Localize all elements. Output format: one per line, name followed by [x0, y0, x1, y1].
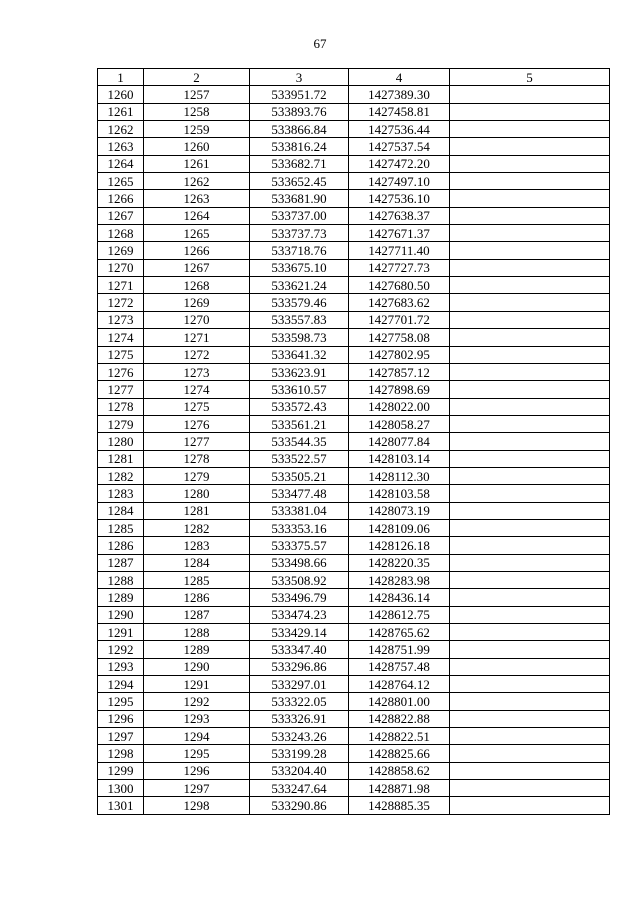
table-row [98, 433, 610, 450]
table-cell-col-5 [450, 728, 610, 745]
table-cell-col-5 [450, 450, 610, 467]
table-cell-col-4: 1428283.98 [349, 571, 450, 588]
table-cell-col-4: 1428103.58 [349, 485, 450, 502]
table-cell-col-4: 1427898.69 [349, 381, 450, 398]
table-cell-col-1: 1290 [98, 606, 144, 623]
table-cell-col-1: 1293 [98, 658, 144, 675]
table-cell-col-3: 533381.04 [250, 502, 349, 519]
table-cell-col-3: 533610.57 [250, 381, 349, 398]
table-cell-col-5 [450, 190, 610, 207]
column-header-5: 5 [450, 69, 610, 86]
table-cell-col-4: 1428801.00 [349, 693, 450, 710]
table-cell-col-5 [450, 173, 610, 190]
table-cell-col-5 [450, 259, 610, 276]
table-cell-col-2: 1291 [144, 676, 250, 693]
table-cell-col-4: 1427683.62 [349, 294, 450, 311]
column-header-2: 2 [144, 69, 250, 86]
table-cell-col-4: 1428822.51 [349, 728, 450, 745]
table-row [98, 294, 610, 311]
table-cell-col-2: 1271 [144, 329, 250, 346]
table-cell-col-2: 1257 [144, 86, 250, 103]
table-cell-col-4: 1428751.99 [349, 641, 450, 658]
table-cell-col-5 [450, 571, 610, 588]
table-row [98, 537, 610, 554]
table-cell-col-4: 1428109.06 [349, 519, 450, 536]
table-cell-col-1: 1286 [98, 537, 144, 554]
table-cell-col-3: 533572.43 [250, 398, 349, 415]
table-cell-col-3: 533498.66 [250, 554, 349, 571]
table-cell-col-2: 1293 [144, 710, 250, 727]
table-cell-col-3: 533290.86 [250, 797, 349, 814]
table-cell-col-1: 1278 [98, 398, 144, 415]
table-row [98, 676, 610, 693]
table-cell-col-1: 1301 [98, 797, 144, 814]
table-cell-col-5 [450, 155, 610, 172]
page-number: 67 [313, 36, 327, 51]
table-cell-col-1: 1273 [98, 311, 144, 328]
table-cell-col-3: 533508.92 [250, 571, 349, 588]
table-cell-col-5 [450, 762, 610, 779]
table-cell-col-5 [450, 363, 610, 380]
table-body [98, 86, 610, 814]
table-cell-col-1: 1283 [98, 485, 144, 502]
table-row [98, 138, 610, 155]
table-row [98, 693, 610, 710]
table-cell-col-2: 1274 [144, 381, 250, 398]
table-cell-col-4: 1427536.10 [349, 190, 450, 207]
table-cell-col-1: 1298 [98, 745, 144, 762]
table-cell-col-2: 1278 [144, 450, 250, 467]
table-cell-col-5 [450, 346, 610, 363]
table-row [98, 398, 610, 415]
table-cell-col-3: 533718.76 [250, 242, 349, 259]
table-row [98, 450, 610, 467]
table-cell-col-4: 1427458.81 [349, 103, 450, 120]
table-cell-col-3: 533652.45 [250, 173, 349, 190]
table-cell-col-5 [450, 311, 610, 328]
table-cell-col-3: 533297.01 [250, 676, 349, 693]
table-cell-col-1: 1264 [98, 155, 144, 172]
table-cell-col-4: 1428220.35 [349, 554, 450, 571]
table-cell-col-4: 1428103.14 [349, 450, 450, 467]
table-row [98, 589, 610, 606]
table-cell-col-4: 1428112.30 [349, 467, 450, 484]
table-row [98, 797, 610, 814]
table-row [98, 762, 610, 779]
table-cell-col-3: 533544.35 [250, 433, 349, 450]
table-row [98, 346, 610, 363]
table-cell-col-4: 1428764.12 [349, 676, 450, 693]
table-cell-col-4: 1428885.35 [349, 797, 450, 814]
table-row [98, 207, 610, 224]
table-cell-col-5 [450, 398, 610, 415]
table-cell-col-3: 533682.71 [250, 155, 349, 172]
table-cell-col-5 [450, 329, 610, 346]
table-cell-col-1: 1287 [98, 554, 144, 571]
table-row [98, 502, 610, 519]
table-cell-col-4: 1428022.00 [349, 398, 450, 415]
table-cell-col-3: 533579.46 [250, 294, 349, 311]
table-cell-col-4: 1427537.54 [349, 138, 450, 155]
table-cell-col-1: 1297 [98, 728, 144, 745]
table-cell-col-2: 1275 [144, 398, 250, 415]
table-cell-col-5 [450, 519, 610, 536]
table-cell-col-1: 1260 [98, 86, 144, 103]
table-row [98, 728, 610, 745]
table-row [98, 311, 610, 328]
table-row [98, 329, 610, 346]
table-cell-col-3: 533681.90 [250, 190, 349, 207]
table-cell-col-5 [450, 86, 610, 103]
table-row [98, 485, 610, 502]
table-row [98, 363, 610, 380]
table-cell-col-4: 1428825.66 [349, 745, 450, 762]
table-cell-col-2: 1262 [144, 173, 250, 190]
table-cell-col-5 [450, 693, 610, 710]
table-cell-col-3: 533816.24 [250, 138, 349, 155]
table-cell-col-2: 1264 [144, 207, 250, 224]
table-cell-col-1: 1299 [98, 762, 144, 779]
table-header-row [98, 69, 610, 86]
table-row [98, 710, 610, 727]
table-cell-col-2: 1292 [144, 693, 250, 710]
table-cell-col-2: 1290 [144, 658, 250, 675]
table-cell-col-5 [450, 710, 610, 727]
table-cell-col-1: 1277 [98, 381, 144, 398]
table-cell-col-1: 1288 [98, 571, 144, 588]
table-cell-col-1: 1291 [98, 624, 144, 641]
table-cell-col-2: 1273 [144, 363, 250, 380]
table-cell-col-1: 1261 [98, 103, 144, 120]
column-header-3: 3 [250, 69, 349, 86]
table-cell-col-5 [450, 797, 610, 814]
table-cell-col-1: 1279 [98, 415, 144, 432]
table-cell-col-4: 1427497.10 [349, 173, 450, 190]
table-cell-col-1: 1284 [98, 502, 144, 519]
table-cell-col-1: 1267 [98, 207, 144, 224]
table-cell-col-2: 1272 [144, 346, 250, 363]
table-cell-col-3: 533474.23 [250, 606, 349, 623]
table-cell-col-4: 1428871.98 [349, 780, 450, 797]
table-cell-col-2: 1261 [144, 155, 250, 172]
coordinates-table [97, 68, 610, 815]
table-cell-col-4: 1428077.84 [349, 433, 450, 450]
table-cell-col-5 [450, 485, 610, 502]
table-cell-col-2: 1268 [144, 277, 250, 294]
table-cell-col-3: 533322.05 [250, 693, 349, 710]
table-cell-col-4: 1427802.95 [349, 346, 450, 363]
table-cell-col-1: 1266 [98, 190, 144, 207]
table-cell-col-5 [450, 121, 610, 138]
table-cell-col-1: 1289 [98, 589, 144, 606]
table-cell-col-3: 533561.21 [250, 415, 349, 432]
table-cell-col-1: 1282 [98, 467, 144, 484]
table-cell-col-2: 1289 [144, 641, 250, 658]
table-cell-col-1: 1295 [98, 693, 144, 710]
table-row [98, 103, 610, 120]
table-cell-col-5 [450, 242, 610, 259]
table-cell-col-4: 1427389.30 [349, 86, 450, 103]
table-cell-col-2: 1259 [144, 121, 250, 138]
table-cell-col-3: 533199.28 [250, 745, 349, 762]
table-cell-col-2: 1267 [144, 259, 250, 276]
table-cell-col-1: 1294 [98, 676, 144, 693]
table-row [98, 242, 610, 259]
table-cell-col-5 [450, 138, 610, 155]
table-cell-col-1: 1275 [98, 346, 144, 363]
table-cell-col-4: 1427671.37 [349, 225, 450, 242]
table-row [98, 415, 610, 432]
table-cell-col-2: 1281 [144, 502, 250, 519]
table-cell-col-1: 1296 [98, 710, 144, 727]
table-cell-col-3: 533375.57 [250, 537, 349, 554]
table-cell-col-2: 1298 [144, 797, 250, 814]
table-cell-col-1: 1281 [98, 450, 144, 467]
table-cell-col-2: 1294 [144, 728, 250, 745]
table-cell-col-3: 533243.26 [250, 728, 349, 745]
table-cell-col-2: 1277 [144, 433, 250, 450]
table-cell-col-2: 1276 [144, 415, 250, 432]
table-cell-col-3: 533353.16 [250, 519, 349, 536]
table-cell-col-1: 1269 [98, 242, 144, 259]
table-cell-col-2: 1258 [144, 103, 250, 120]
table-row [98, 780, 610, 797]
table-cell-col-3: 533893.76 [250, 103, 349, 120]
table-cell-col-5 [450, 606, 610, 623]
table-cell-col-1: 1276 [98, 363, 144, 380]
table-cell-col-3: 533429.14 [250, 624, 349, 641]
table-cell-col-3: 533204.40 [250, 762, 349, 779]
table-cell-col-2: 1287 [144, 606, 250, 623]
table-row [98, 624, 610, 641]
table-cell-col-1: 1263 [98, 138, 144, 155]
table-cell-col-5 [450, 103, 610, 120]
table-cell-col-5 [450, 467, 610, 484]
table-cell-col-2: 1270 [144, 311, 250, 328]
table-cell-col-3: 533623.91 [250, 363, 349, 380]
table-cell-col-1: 1270 [98, 259, 144, 276]
table-row [98, 225, 610, 242]
table-cell-col-4: 1428765.62 [349, 624, 450, 641]
table-cell-col-3: 533247.64 [250, 780, 349, 797]
table-row [98, 467, 610, 484]
table-row [98, 121, 610, 138]
column-header-1: 1 [98, 69, 144, 86]
table-cell-col-5 [450, 554, 610, 571]
table-cell-col-3: 533641.32 [250, 346, 349, 363]
table-cell-col-4: 1427727.73 [349, 259, 450, 276]
table-cell-col-1: 1300 [98, 780, 144, 797]
table-cell-col-5 [450, 381, 610, 398]
table-cell-col-4: 1428436.14 [349, 589, 450, 606]
table-row [98, 641, 610, 658]
table-cell-col-2: 1284 [144, 554, 250, 571]
table-row [98, 554, 610, 571]
table-cell-col-5 [450, 433, 610, 450]
table-cell-col-4: 1428757.48 [349, 658, 450, 675]
table-cell-col-2: 1260 [144, 138, 250, 155]
table-cell-col-1: 1272 [98, 294, 144, 311]
table-cell-col-3: 533621.24 [250, 277, 349, 294]
table-cell-col-1: 1280 [98, 433, 144, 450]
table-cell-col-3: 533675.10 [250, 259, 349, 276]
table-row [98, 259, 610, 276]
table-cell-col-3: 533557.83 [250, 311, 349, 328]
table-cell-col-1: 1265 [98, 173, 144, 190]
table-cell-col-2: 1269 [144, 294, 250, 311]
table-cell-col-5 [450, 225, 610, 242]
table-row [98, 745, 610, 762]
table-cell-col-2: 1283 [144, 537, 250, 554]
table-row [98, 571, 610, 588]
table-cell-col-5 [450, 745, 610, 762]
table-row [98, 381, 610, 398]
table-cell-col-4: 1427711.40 [349, 242, 450, 259]
table-row [98, 519, 610, 536]
table-cell-col-4: 1428058.27 [349, 415, 450, 432]
table-cell-col-3: 533522.57 [250, 450, 349, 467]
table-cell-col-4: 1427638.37 [349, 207, 450, 224]
table-cell-col-5 [450, 658, 610, 675]
table-cell-col-3: 533496.79 [250, 589, 349, 606]
table-cell-col-2: 1295 [144, 745, 250, 762]
table-row [98, 86, 610, 103]
table-cell-col-3: 533866.84 [250, 121, 349, 138]
column-header-4: 4 [349, 69, 450, 86]
table-cell-col-3: 533326.91 [250, 710, 349, 727]
table-cell-col-3: 533737.73 [250, 225, 349, 242]
table-cell-col-4: 1427701.72 [349, 311, 450, 328]
table-row [98, 155, 610, 172]
table-cell-col-5 [450, 277, 610, 294]
table-cell-col-4: 1428612.75 [349, 606, 450, 623]
table-cell-col-5 [450, 676, 610, 693]
table-cell-col-4: 1427680.50 [349, 277, 450, 294]
table-cell-col-5 [450, 589, 610, 606]
table-row [98, 190, 610, 207]
table-cell-col-2: 1297 [144, 780, 250, 797]
table-cell-col-1: 1271 [98, 277, 144, 294]
table-cell-col-1: 1268 [98, 225, 144, 242]
table-cell-col-4: 1428822.88 [349, 710, 450, 727]
table-cell-col-5 [450, 294, 610, 311]
table-cell-col-3: 533296.86 [250, 658, 349, 675]
table-cell-col-2: 1280 [144, 485, 250, 502]
table-cell-col-4: 1428858.62 [349, 762, 450, 779]
table-cell-col-5 [450, 415, 610, 432]
table-cell-col-2: 1286 [144, 589, 250, 606]
table-cell-col-4: 1428126.18 [349, 537, 450, 554]
table-cell-col-5 [450, 207, 610, 224]
table-row [98, 277, 610, 294]
table-cell-col-5 [450, 624, 610, 641]
table-cell-col-2: 1265 [144, 225, 250, 242]
table-cell-col-4: 1427857.12 [349, 363, 450, 380]
table-cell-col-5 [450, 780, 610, 797]
table-cell-col-1: 1262 [98, 121, 144, 138]
table-cell-col-4: 1428073.19 [349, 502, 450, 519]
table-cell-col-3: 533951.72 [250, 86, 349, 103]
table-cell-col-3: 533347.40 [250, 641, 349, 658]
table-cell-col-2: 1285 [144, 571, 250, 588]
table-cell-col-1: 1292 [98, 641, 144, 658]
table-row [98, 606, 610, 623]
table-cell-col-3: 533477.48 [250, 485, 349, 502]
table-cell-col-3: 533598.73 [250, 329, 349, 346]
table-cell-col-3: 533505.21 [250, 467, 349, 484]
table-cell-col-4: 1427472.20 [349, 155, 450, 172]
table-cell-col-5 [450, 641, 610, 658]
table-cell-col-4: 1427536.44 [349, 121, 450, 138]
table-cell-col-2: 1288 [144, 624, 250, 641]
table-cell-col-2: 1296 [144, 762, 250, 779]
table-row [98, 658, 610, 675]
table-cell-col-5 [450, 537, 610, 554]
table-cell-col-4: 1427758.08 [349, 329, 450, 346]
table-cell-col-1: 1285 [98, 519, 144, 536]
table-cell-col-3: 533737.00 [250, 207, 349, 224]
table-cell-col-2: 1266 [144, 242, 250, 259]
table-cell-col-1: 1274 [98, 329, 144, 346]
table-row [98, 173, 610, 190]
table-cell-col-2: 1263 [144, 190, 250, 207]
table-cell-col-2: 1279 [144, 467, 250, 484]
table-cell-col-2: 1282 [144, 519, 250, 536]
table-cell-col-5 [450, 502, 610, 519]
